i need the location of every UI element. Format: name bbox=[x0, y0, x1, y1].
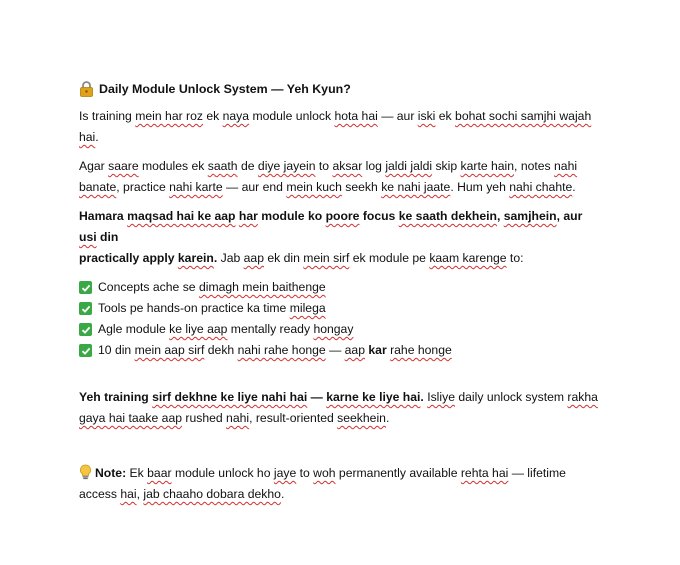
lightbulb-icon bbox=[79, 464, 92, 480]
check-mark-icon bbox=[79, 281, 92, 294]
list-item: Concepts ache se dimagh mein baithenge bbox=[79, 277, 599, 298]
check-mark-icon bbox=[79, 344, 92, 357]
benefits-checklist bbox=[79, 277, 599, 361]
list-item: Tools pe hands-on practice ka time milega bbox=[79, 298, 599, 319]
paragraph-summary: Yeh training sirf dekhne ke liye nahi hai — karne ke liye hai. Isliye daily unlock system rakha gaya hai taake aap rushed nahi, result-oriented seekhein. bbox=[79, 390, 598, 425]
heading bbox=[79, 78, 599, 100]
paragraph-note: Note: Ek baar module unlock ho jaye to woh permanently available rehta hai — lifetime access hai, jab chaaho dobara dekho. bbox=[79, 466, 566, 501]
check-mark-icon bbox=[79, 323, 92, 336]
list-item: 10 din mein aap sirf dekh nahi rahe honge — aap kar rahe honge bbox=[79, 340, 599, 361]
document-body bbox=[79, 78, 599, 513]
check-mark-icon bbox=[79, 302, 92, 315]
lock-icon bbox=[79, 81, 94, 97]
paragraph-problem: Agar saare modules ek saath de diye jayein to aksar log jaldi jaldi skip karte hain, notes nahi banate, practice nahi karte — aur end mein kuch seekh ke nahi jaate. Hum yeh nahi chahte. bbox=[79, 159, 578, 194]
heading-text: Daily Module Unlock System — Yeh Kyun? bbox=[99, 82, 351, 96]
list-item: Agle module ke liye aap mentally ready hongay bbox=[79, 319, 599, 340]
paragraph-intro: Is training mein har roz ek naya module unlock hota hai — aur iski ek bohat sochi samjhi wajah hai. bbox=[79, 109, 592, 144]
paragraph-purpose: Hamara maqsad hai ke aap har module ko poore focus ke saath dekhein, samjhein, aur usi din practically apply karein. Jab aap ek din mein sirf ek module pe kaam karenge to: bbox=[79, 209, 583, 265]
